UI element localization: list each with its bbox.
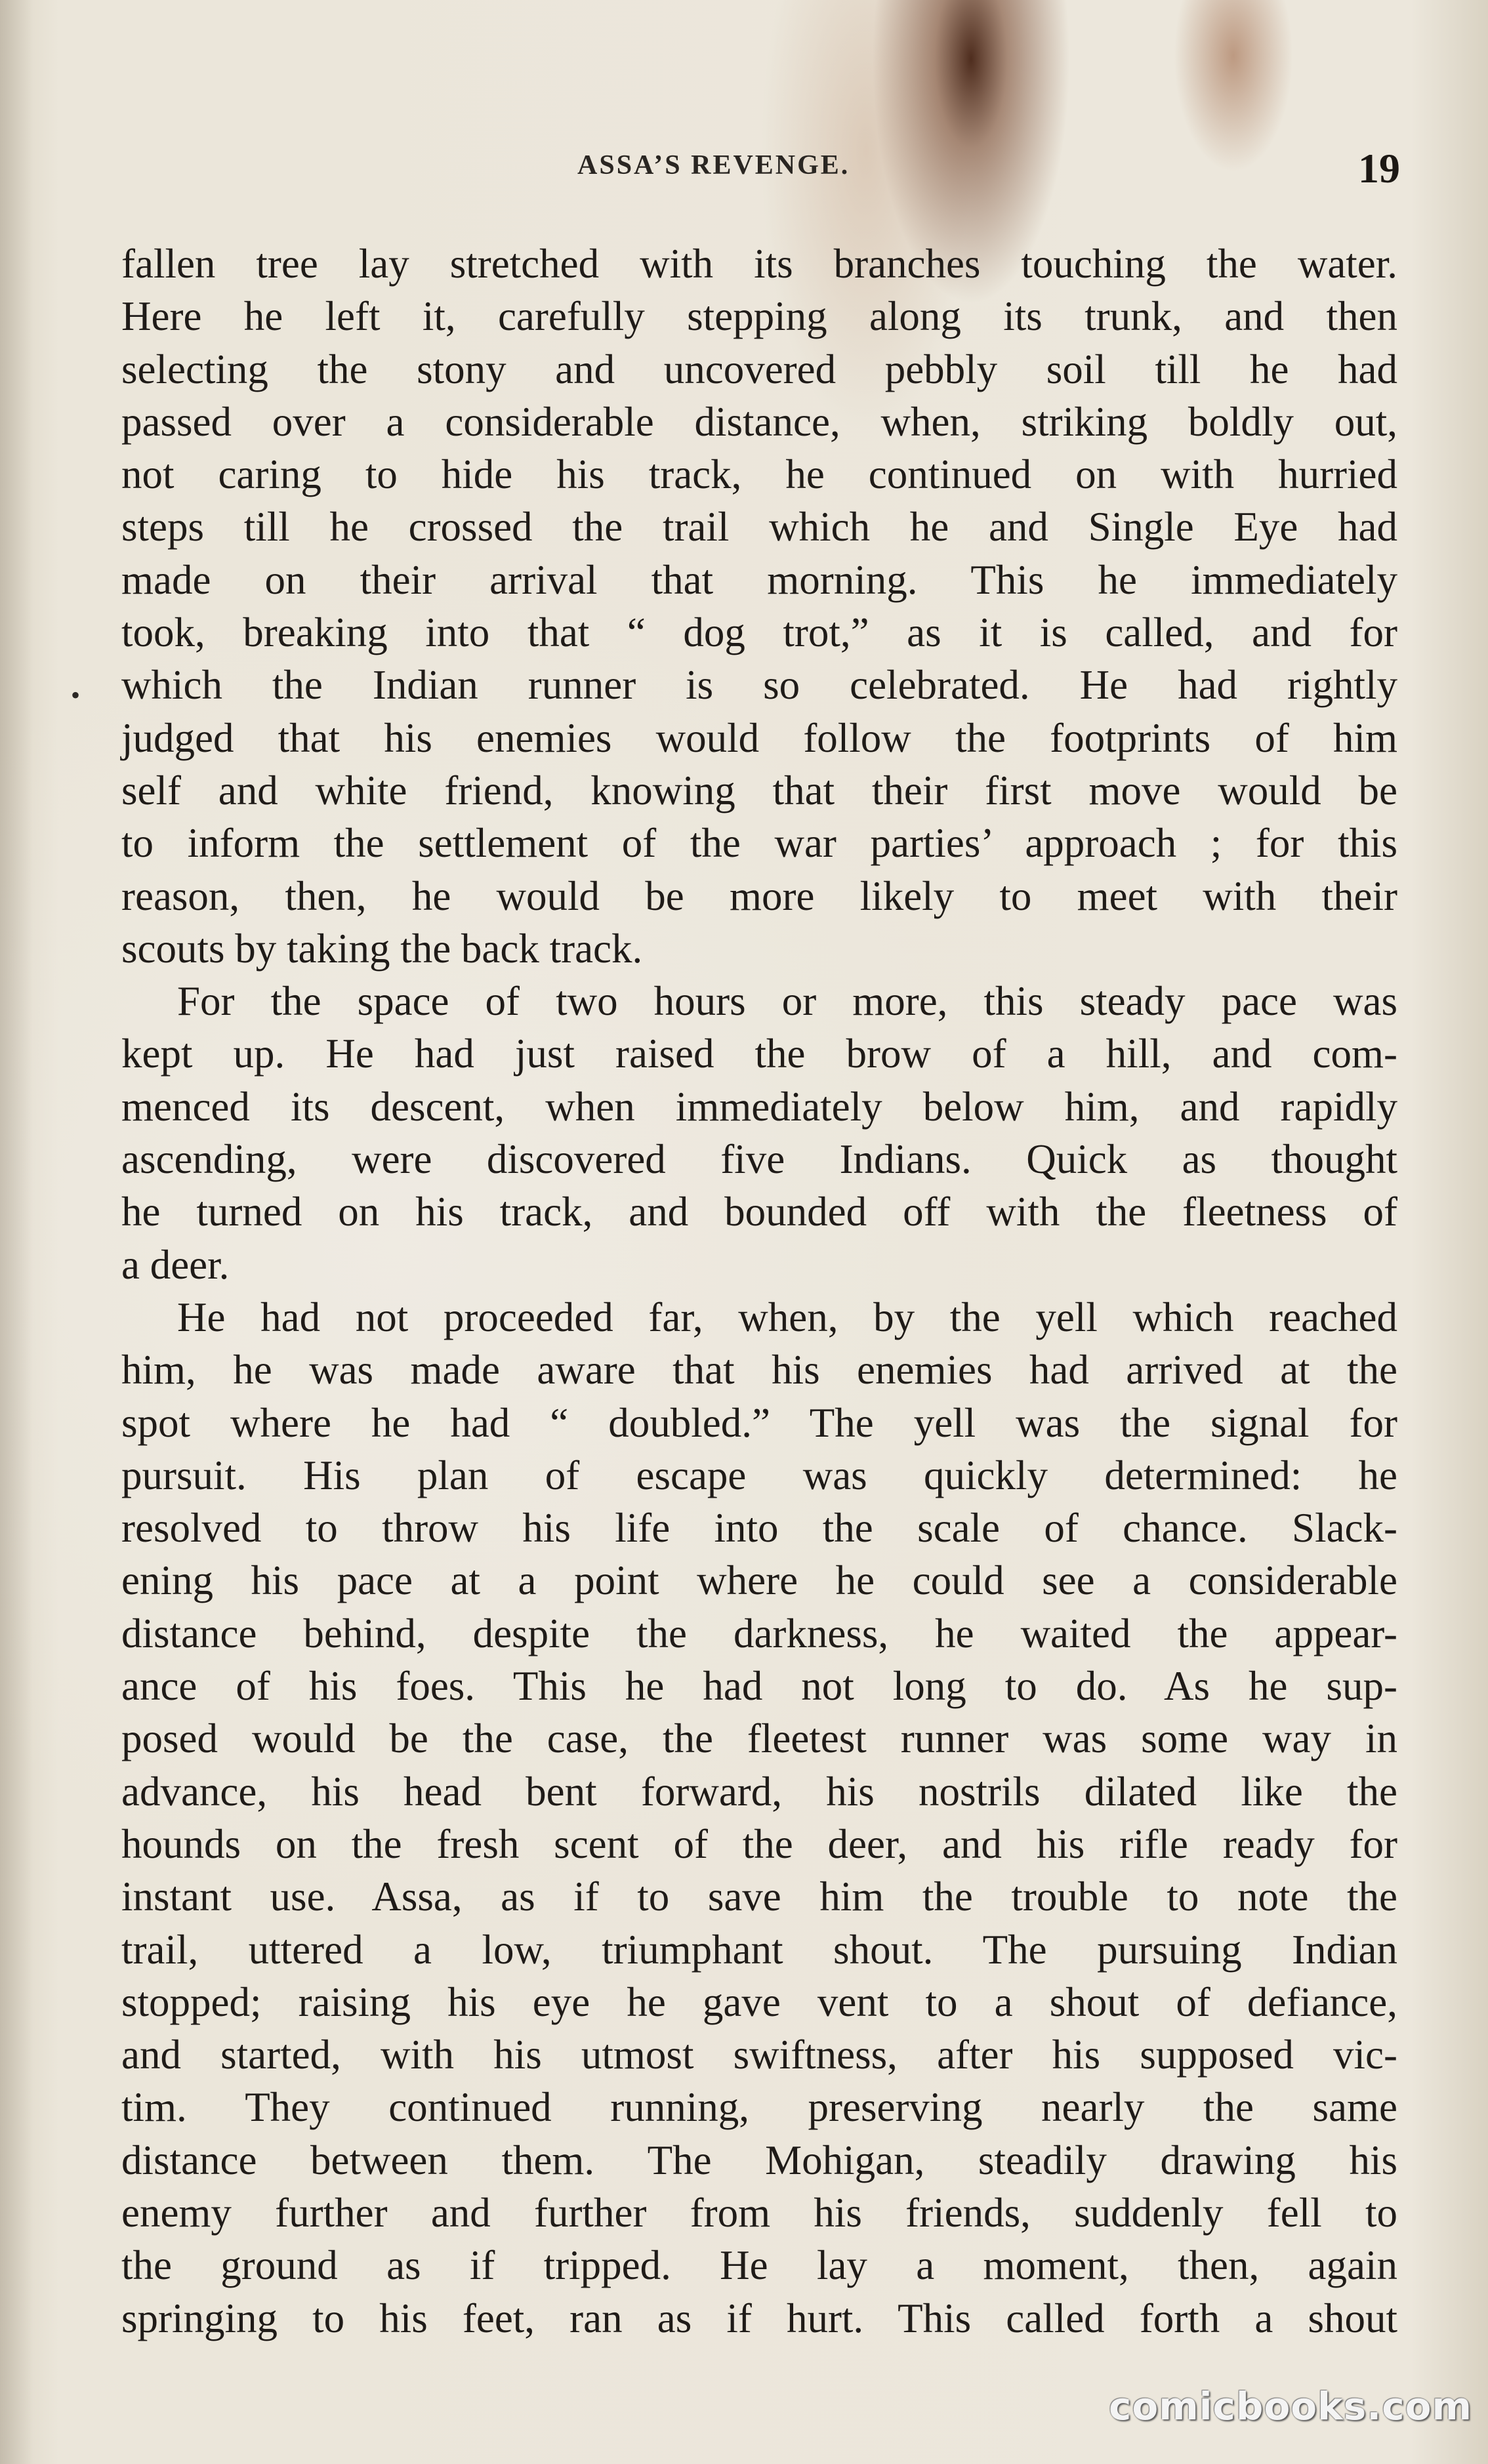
text-line: trail, uttered a low, triumphant shout. The pursuing Indian	[121, 1926, 1397, 1973]
text-line: advance, his head bent forward, his nostrils dilated like the	[121, 1768, 1397, 1815]
text-line: steps till he crossed the trail which he and Single Eye had	[121, 504, 1397, 550]
text-line: and started, with his utmost swiftness, after his supposed vic-	[121, 2032, 1397, 2078]
text-line: distance between them. The Mohigan, steadily drawing his	[121, 2137, 1397, 2183]
text-line: not caring to hide his track, he continued on with hurried	[121, 451, 1397, 498]
text-line: For the space of two hours or more, this steady pace was	[177, 978, 1397, 1025]
text-line: menced its descent, when immediately below him, and rapidly	[121, 1083, 1397, 1130]
text-line: ascending, were discovered five Indians. Quick as thought	[121, 1136, 1397, 1183]
text-line: fallen tree lay stretched with its branches touching the water.	[121, 241, 1397, 287]
text-line: spot where he had “ doubled.” The yell was the signal for	[121, 1399, 1397, 1446]
text-line: tim. They continued running, preserving nearly the same	[121, 2084, 1397, 2131]
text-line: scouts by taking the back track.	[121, 925, 643, 972]
text-line: ening his pace at a point where he could see a considerable	[121, 1557, 1397, 1604]
text-line: judged that his enemies would follow the footprints of him	[121, 714, 1397, 761]
text-line: He had not proceeded far, when, by the yell which reached	[177, 1294, 1397, 1340]
page-header	[0, 144, 1488, 197]
text-line: took, breaking into that “ dog trot,” as it is called, and for	[121, 609, 1397, 656]
text-line: the ground as if tripped. He lay a moment, then, again	[121, 2242, 1397, 2289]
margin-mark: •	[71, 680, 81, 710]
running-head: ASSA’S REVENGE.	[577, 150, 850, 180]
text-line: to inform the settlement of the war parties’ approach ; for this	[121, 820, 1397, 867]
text-line: resolved to throw his life into the scale of chance. Slack-	[121, 1505, 1397, 1551]
text-line: him, he was made aware that his enemies had arrived at the	[121, 1347, 1397, 1393]
page-edge-shadow	[0, 0, 33, 2464]
text-line: hounds on the fresh scent of the deer, and his rifle ready for	[121, 1820, 1397, 1867]
text-line: which the Indian runner is so celebrated. He had rightly	[121, 662, 1397, 708]
text-line: distance behind, despite the darkness, he waited the appear-	[121, 1610, 1397, 1656]
text-line: he turned on his track, and bounded off with the fleetness of	[121, 1189, 1397, 1235]
text-line: instant use. Assa, as if to save him the trouble to note the	[121, 1874, 1397, 1920]
text-line: enemy further and further from his friends, suddenly fell to	[121, 2189, 1397, 2236]
text-line: stopped; raising his eye he gave vent to a shout of defiance,	[121, 1979, 1397, 2025]
text-line: passed over a considerable distance, when, striking boldly out,	[121, 398, 1397, 445]
page-number: 19	[1358, 145, 1400, 192]
text-line: a deer.	[121, 1241, 230, 1288]
text-line: posed would be the case, the fleetest runner was some way in	[121, 1715, 1397, 1762]
text-line: Here he left it, carefully stepping along its trunk, and then	[121, 293, 1397, 340]
text-line: self and white friend, knowing that their first move would be	[121, 767, 1397, 813]
watermark: comicbooks.com	[1109, 2384, 1472, 2429]
text-line: ance of his foes. This he had not long to do. As he sup-	[121, 1663, 1397, 1710]
text-line: made on their arrival that morning. This he immediately	[121, 556, 1397, 603]
body-text	[121, 237, 1397, 2345]
text-line: selecting the stony and uncovered pebbly soil till he had	[121, 346, 1397, 392]
text-line: reason, then, he would be more likely to meet with their	[121, 873, 1397, 919]
text-line: pursuit. His plan of escape was quickly determined: he	[121, 1452, 1397, 1498]
text-line: kept up. He had just raised the brow of a hill, and com-	[121, 1031, 1397, 1077]
text-line: springing to his feet, ran as if hurt. This called forth a shout	[121, 2295, 1397, 2341]
